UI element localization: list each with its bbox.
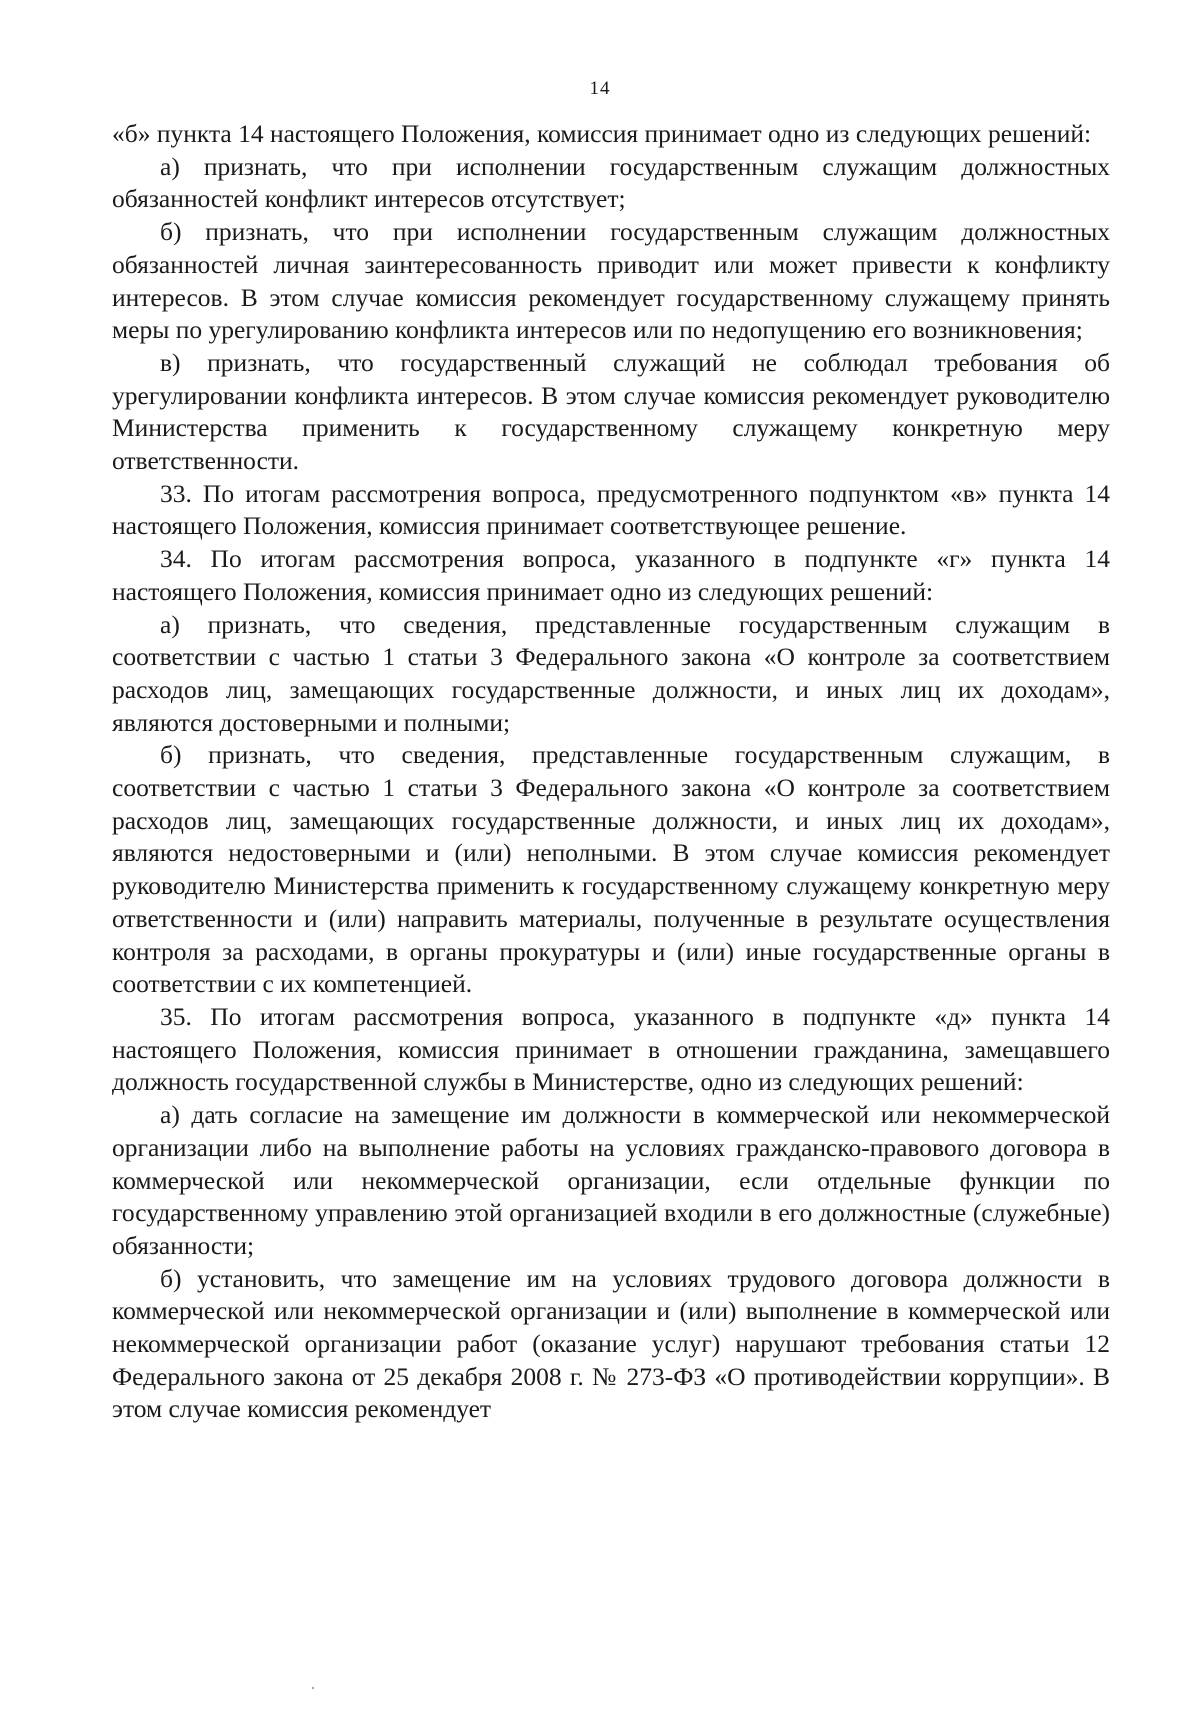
scan-speck (312, 1687, 314, 1689)
paragraph-continuation: «б» пункта 14 настоящего Положения, комиссия принимает одно из следующих решений: (112, 119, 1092, 148)
page-number: 14 (589, 78, 611, 99)
paragraph-34: 34. По итогам рассмотрения вопроса, указанного в подпункте «г» пункта 14 настоящего Положения, комиссия принимает одно из следующих решений: (112, 544, 1110, 606)
paragraph-32b: б) признать, что при исполнении государственным служащим должностных обязанностей личная заинтересованность приводит или может привести к конфликту интересов. В этом случае комиссия рекомендует государственному служащему принять меры по урегулированию конфликта интересов или по недопущению его возникновения; (112, 217, 1110, 345)
paragraph-34a: а) признать, что сведения, представленные государственным служащим в соответствии с частью 1 статьи 3 Федерального закона «О контроле за соответствием расходов лиц, замещающих государственные должности, и иных лиц их доходам», являются достоверными и полными; (112, 609, 1110, 737)
paragraph-32v: в) признать, что государственный служащий не соблюдал требования об урегулировании конфликта интересов. В этом случае комиссия рекомендует руководителю Министерства применить к государственному служащему конкретную меру ответственности. (112, 347, 1110, 476)
paragraph-32a: а) признать, что при исполнении государственным служащим должностных обязанностей конфликт интересов отсутствует; (112, 151, 1110, 214)
document-body (112, 118, 1110, 1426)
paragraph-34b: б) признать, что сведения, представленные государственным служащим, в соответствии с частью 1 статьи 3 Федерального закона «О контроле за соответствием расходов лиц, замещающих государственные должности, и иных лиц их доходам», являются недостоверными и (или) неполными. В этом случае комиссия рекомендует руководителю Министерства применить к государственному служащему конкретную меру ответственности и (или) направить материалы, полученные в результате осуществления контроля за расходами, в органы прокуратуры и (или) иные государственные органы в соответствии с их компетенцией. (112, 740, 1110, 999)
paragraph-35b: б) установить, что замещение им на условиях трудового договора должности в коммерческой или некоммерческой организации и (или) выполнение в коммерческой или некоммерческой организации работ (оказание услуг) нарушают требования статьи 12 Федерального закона от 25 декабря 2008 г. № 273-ФЗ «О противодействии коррупции». В этом случае комиссия рекомендует (112, 1263, 1110, 1424)
paragraph-35: 35. По итогам рассмотрения вопроса, указанного в подпункте «д» пункта 14 настоящего Положения, комиссия принимает в отношении гражданина, замещавшего должность государственной службы в Министерстве, одно из следующих решений: (112, 1001, 1110, 1097)
paragraph-35a: а) дать согласие на замещение им должности в коммерческой или некоммерческой организации либо на выполнение работы на условиях гражданско-правового договора в коммерческой или некоммерческой организации, если отдельные функции по государственному управлению этой организацией входили в его должностные (служебные) обязанности; (112, 1100, 1110, 1260)
paragraph-33: 33. По итогам рассмотрения вопроса, предусмотренного подпунктом «в» пункта 14 настоящего Положения, комиссия принимает соответствующее решение. (112, 478, 1110, 541)
